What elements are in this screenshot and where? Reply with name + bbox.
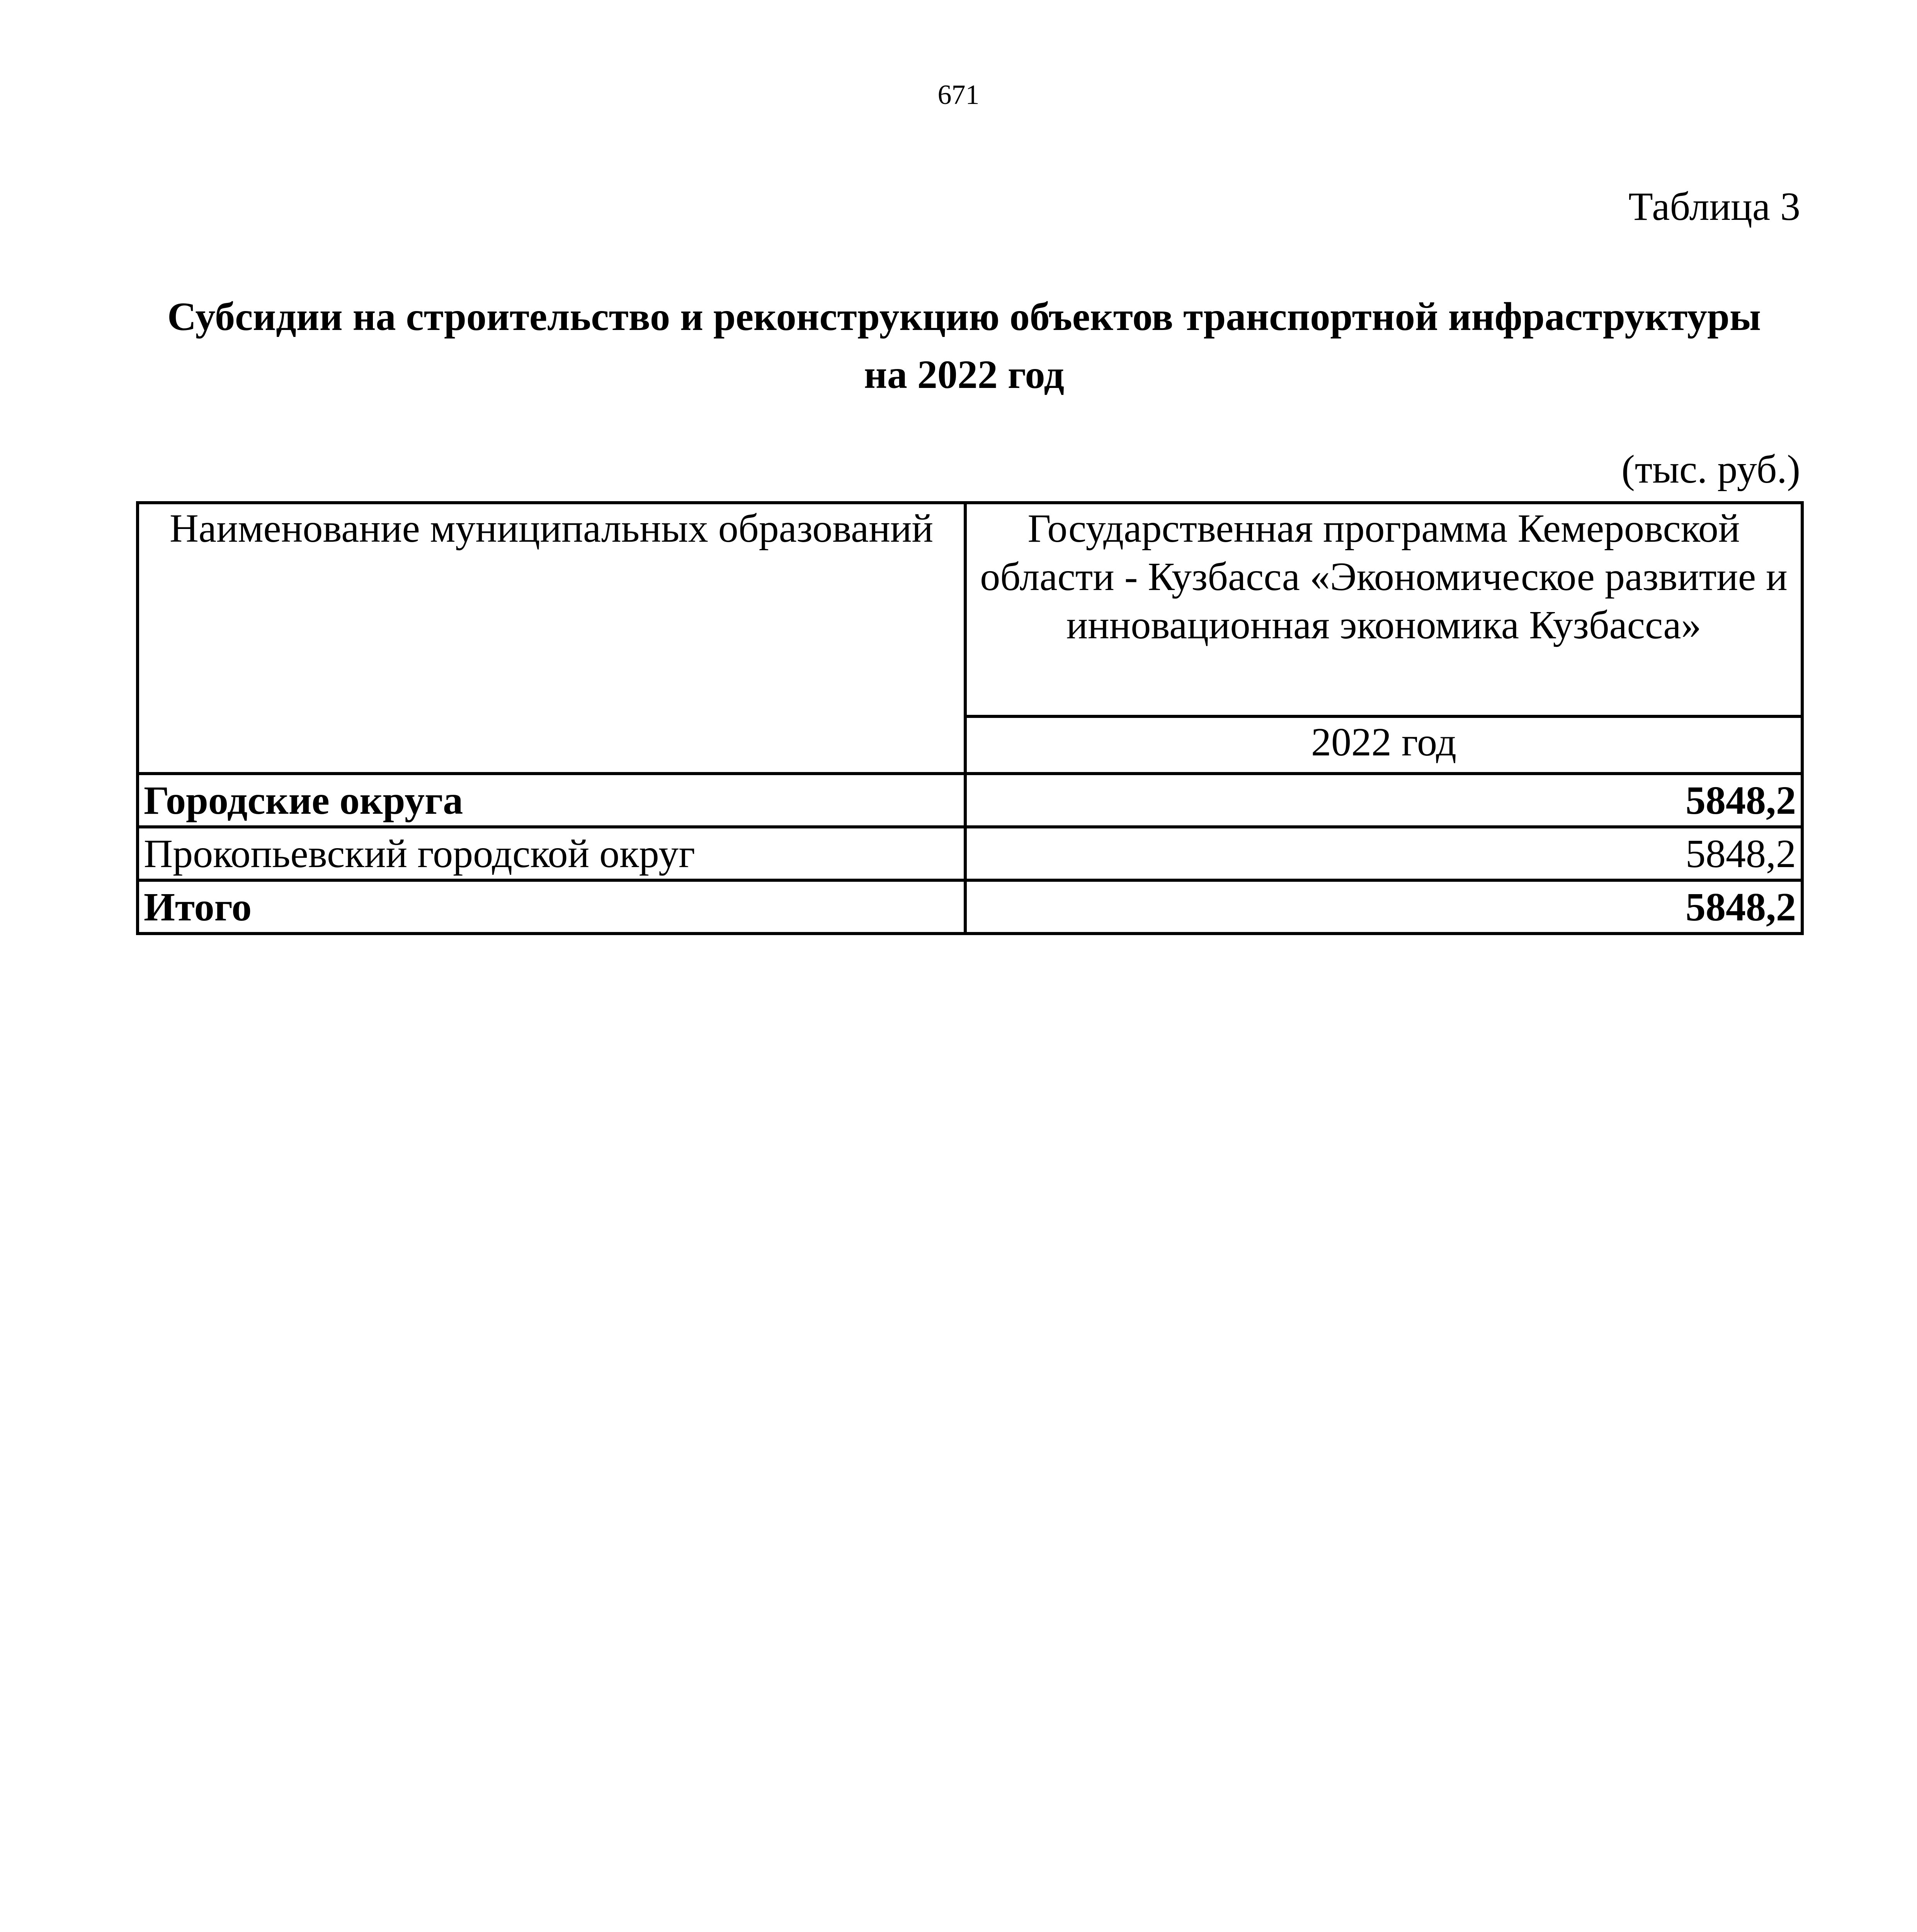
page-number: 671	[937, 79, 980, 110]
table-row	[138, 827, 1802, 880]
document-title	[131, 288, 1797, 404]
table-row	[138, 774, 1802, 827]
table-label: Таблица 3	[1628, 184, 1800, 229]
program-header-line-1: Государственная программа Кемеровской	[1027, 506, 1740, 551]
program-header-line-2: области - Кузбасса «Экономическое развитие и	[980, 554, 1788, 599]
municipality-name-cell: Городские округа	[138, 774, 965, 827]
table-row	[138, 880, 1802, 934]
municipality-column-header: Наименование муниципальных образований	[138, 503, 965, 774]
table-header-row	[138, 503, 1802, 716]
amount-cell: 5848,2	[965, 774, 1802, 827]
units-note: (тыс. руб.)	[1621, 447, 1800, 492]
document-title-line-2: на 2022 год	[864, 352, 1065, 397]
amount-cell: 5848,2	[965, 827, 1802, 880]
program-header-line-3: инновационная экономика Кузбасса»	[1066, 603, 1701, 647]
year-column-header: 2022 год	[965, 716, 1802, 774]
total-amount-cell: 5848,2	[965, 880, 1802, 934]
municipality-name-cell: Прокопьевский городской округ	[138, 827, 965, 880]
document-title-line-1: Субсидии на строительство и реконструкцию объектов транспортной инфраструктуры	[167, 294, 1761, 339]
program-column-header	[965, 503, 1802, 716]
total-label-cell: Итого	[138, 880, 965, 934]
subsidies-table	[136, 501, 1804, 935]
